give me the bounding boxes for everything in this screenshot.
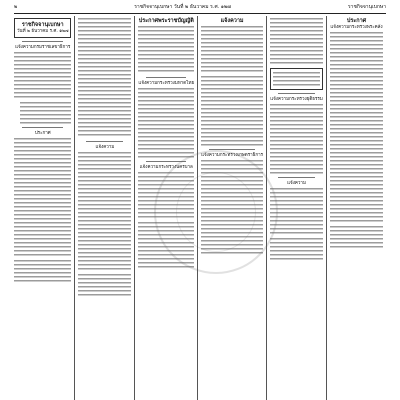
column-heading: ประกาศพระราชบัญญัติ [138, 18, 194, 24]
body-text [14, 138, 71, 208]
body-text [330, 226, 383, 248]
section-title: ประกาศ [34, 131, 51, 136]
body-text [330, 104, 383, 174]
column-4 [197, 16, 266, 400]
body-text [201, 26, 263, 74]
body-text [138, 172, 194, 220]
body-text [78, 224, 131, 272]
notice-box [270, 68, 323, 90]
body-text [273, 72, 320, 86]
separator [146, 161, 186, 162]
column-subheading: วันที่ ๒ ธันวาคม ร.ศ. ๑๒๗ [17, 29, 69, 34]
body-text [270, 188, 323, 236]
body-text [201, 160, 263, 230]
body-text [201, 232, 263, 254]
page-number: ๒ [14, 3, 18, 10]
issue-date-note: ราชกิจจานุเบกษา วันที่ ๒ ธันวาคม ร.ศ. ๑๒๗ [134, 3, 232, 10]
section-title: แจ้งความกระทรวงมหาดไทย [138, 81, 195, 86]
section-title: แจ้งความกระทรวงเกษตราธิการ [201, 153, 264, 158]
header-rule [14, 13, 386, 14]
separator [278, 93, 315, 94]
body-text [78, 18, 131, 88]
body-text [330, 32, 383, 102]
column-3 [134, 16, 197, 400]
gazette-title: ราชกิจจานุเบกษา [347, 3, 386, 10]
column-5 [266, 16, 326, 400]
masthead-box [14, 18, 71, 38]
page-header [14, 2, 386, 12]
body-text [78, 152, 131, 222]
section-title: แจ้งความ [95, 145, 115, 150]
body-text [78, 274, 131, 296]
separator [86, 141, 123, 142]
body-text [138, 222, 194, 270]
body-text [20, 102, 71, 124]
separator [22, 127, 63, 128]
column-1 [14, 16, 74, 400]
section-title: แจ้งความกระทรวงพระคลัง [330, 25, 383, 30]
gazette-page [14, 0, 386, 400]
section-title: แจ้งความกระทรวงนครบาล [139, 165, 193, 170]
section-title: แจ้งความ [287, 181, 306, 186]
body-text [270, 104, 323, 174]
body-text [14, 52, 71, 100]
column-2 [74, 16, 134, 400]
separator [146, 77, 186, 78]
body-text [201, 76, 263, 146]
body-text [270, 18, 323, 66]
body-text [14, 210, 71, 258]
column-heading: แจ้งความ [220, 18, 244, 24]
column-6 [326, 16, 386, 400]
body-text [138, 26, 194, 74]
section-title: แจ้งความกรมราชเลขาธิการ [15, 45, 71, 50]
body-text [270, 238, 323, 260]
body-text [14, 260, 71, 282]
separator [22, 41, 63, 42]
column-heading: ราชกิจจานุเบกษา [21, 22, 64, 28]
column-heading: ประกาศ [346, 18, 367, 24]
body-text [78, 90, 131, 138]
columns [14, 16, 386, 400]
separator [209, 149, 255, 150]
body-text [330, 176, 383, 224]
body-text [138, 88, 194, 158]
section-title: แจ้งความกระทรวงยุติธรรม [270, 97, 323, 102]
separator [278, 177, 315, 178]
